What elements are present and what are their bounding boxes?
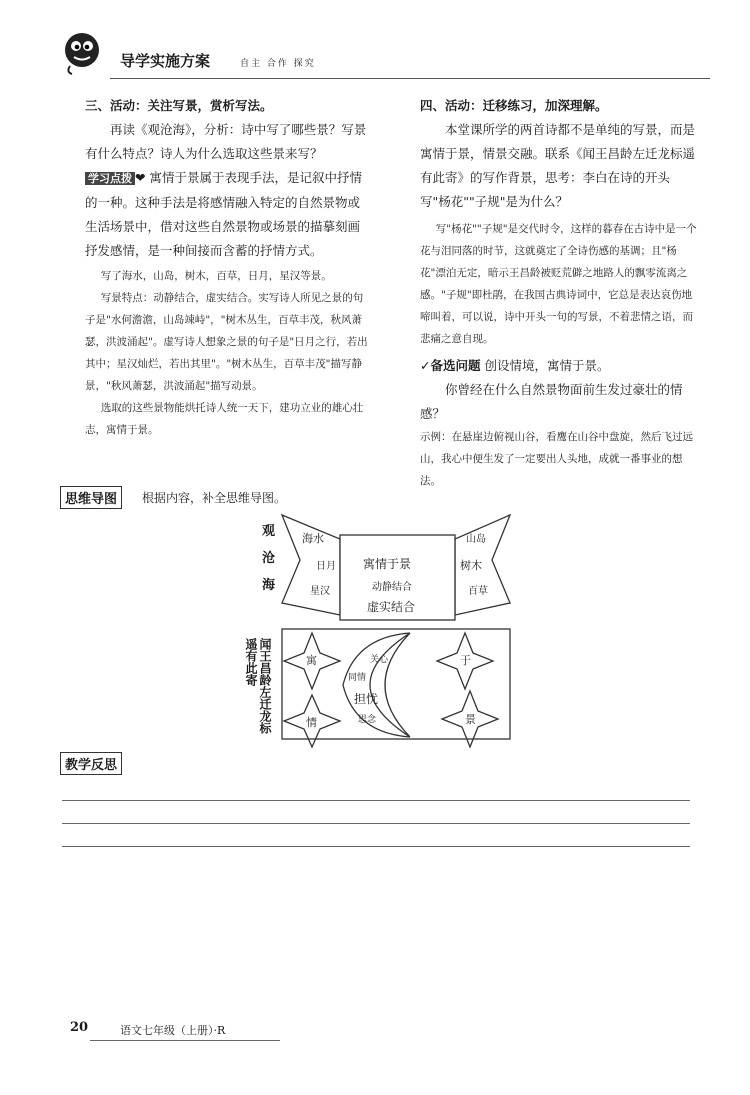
box1-center-title: 寓情于景 bbox=[363, 557, 412, 571]
extra-label: 备选问题 bbox=[430, 358, 481, 373]
answer-line: 选取的这些景物能烘托诗人统一天下，建功立业的雄心壮志，寓情于景。 bbox=[85, 402, 364, 436]
box1-left-bot: 星汉 bbox=[310, 586, 330, 597]
star-yu-label: 寓 bbox=[306, 654, 317, 667]
box1-center-1: 动静结合 bbox=[372, 582, 412, 593]
extra-question-row bbox=[420, 354, 700, 378]
extra-question: 你曾经在什么自然景物面前生发过豪壮的情感？ bbox=[420, 382, 683, 421]
knowledge-label: 学习点拨 bbox=[85, 172, 135, 185]
moon-label-3: 担忧 bbox=[354, 692, 379, 706]
mindmap-label: 思维导图 bbox=[60, 486, 122, 509]
star-jing-label: 景 bbox=[465, 713, 476, 726]
mindmap-diagram bbox=[0, 505, 750, 765]
reflection-line-2[interactable] bbox=[62, 823, 690, 824]
poem2-title: 闻王昌龄左迁龙标遥有此寄 bbox=[244, 638, 272, 734]
header-subtitle: 自主 合作 探究 bbox=[240, 59, 316, 69]
answer-line: 写景特点：动静结合，虚实结合。实写诗人所见之景的句子是"水何澹澹，山岛竦峙"，"树木丛生，百草丰茂，秋风萧瑟，洪波涌起"。虚写诗人想象之景的句子是"日月之行，若出其中；星汉灿烂，若出其里"。"树木丛生，百草丰茂"描写静景，"秋风萧瑟，洪波涌起"描写动景。 bbox=[85, 292, 368, 392]
heart-icon: ❤ bbox=[135, 170, 146, 185]
star-qing-label: 情 bbox=[306, 716, 317, 729]
knowledge-text: 寓情于景属于表现手法，是记叙中抒情的一种。这种手法是将感情融入特定的自然景物或生活场景中，借对这些自然景物或场景的描摹刻画抒发感情，是一种间接而含蓄的抒情方式。 bbox=[85, 170, 362, 258]
footer-divider bbox=[90, 1040, 280, 1041]
reflection-line-3[interactable] bbox=[62, 846, 690, 847]
right-column bbox=[420, 94, 700, 492]
moon-label-4: 思念 bbox=[358, 715, 377, 725]
reflection-line-1[interactable] bbox=[62, 800, 690, 801]
answer-line: 写了海水，山岛，树木，百草，日月，星汉等景。 bbox=[100, 270, 332, 282]
knowledge-paragraph bbox=[85, 166, 370, 263]
left-activity-text: 再读《观沧海》，分析：诗中写了哪些景？写景有什么特点？诗人为什么选取这些景来写？ bbox=[85, 122, 367, 161]
header-title: 导学实施方案 bbox=[120, 52, 211, 70]
star-yu2-label: 于 bbox=[460, 654, 471, 667]
right-activity-text: 本堂课所学的两首诗都不是单纯的写景，而是寓情于景，情景交融。联系《闻王昌龄左迁龙标遥有此寄》的写作背景，思考：李白在诗的开头写"杨花""子规"是为什么？ bbox=[420, 122, 696, 209]
box1-left-top: 海水 bbox=[302, 532, 324, 545]
reflection-label: 教学反思 bbox=[60, 752, 122, 775]
right-activity-heading: 四、活动：迁移练习，加深理解。 bbox=[420, 98, 608, 113]
mindmap-instruction: 根据内容，补全思维导图。 bbox=[142, 491, 287, 505]
footer-book-title: 语文七年级（上册）·R bbox=[120, 1024, 226, 1037]
left-answer bbox=[85, 265, 370, 441]
check-icon: ✓ bbox=[420, 358, 431, 373]
box1-left-mid: 日月 bbox=[316, 561, 336, 572]
left-column bbox=[85, 94, 370, 441]
box1-right-top: 山岛 bbox=[466, 534, 486, 545]
moon-label-2: 同情 bbox=[348, 673, 367, 683]
box1-center-2: 虚实结合 bbox=[367, 600, 416, 614]
footer-page-number: 20 bbox=[70, 1020, 89, 1035]
moon-label-1: 关心 bbox=[370, 655, 389, 665]
header-divider bbox=[110, 78, 710, 79]
mascot-icon bbox=[58, 28, 106, 76]
right-answer: 写"杨花""子规"是交代时令，这样的暮春在古诗中是一个花与泪同落的时节，这就奠定了全诗伤感的基调；且"杨花"漂泊无定，暗示王昌龄被贬荒僻之地路人的飘零流离之感。"子规"即杜鹃，在我国古典诗词中，它总是表达哀伤地啼叫着，可以说，诗中开头一句的写景，不着悲情之语，而悲痛之意自现。 bbox=[420, 223, 697, 345]
box1-right-bot: 百草 bbox=[468, 586, 488, 597]
box1-right-mid: 树木 bbox=[460, 559, 482, 572]
left-activity-heading: 三、活动：关注写景，赏析写法。 bbox=[85, 98, 273, 113]
poem1-title: 观沧海 bbox=[262, 524, 276, 593]
extra-text: 创设情境，寓情于景。 bbox=[484, 358, 610, 373]
extra-answer: 示例：在悬崖边俯视山谷，看鹰在山谷中盘旋，然后飞过远山，我心中便生发了一定要出人头地，成就一番事业的想法。 bbox=[420, 431, 693, 487]
